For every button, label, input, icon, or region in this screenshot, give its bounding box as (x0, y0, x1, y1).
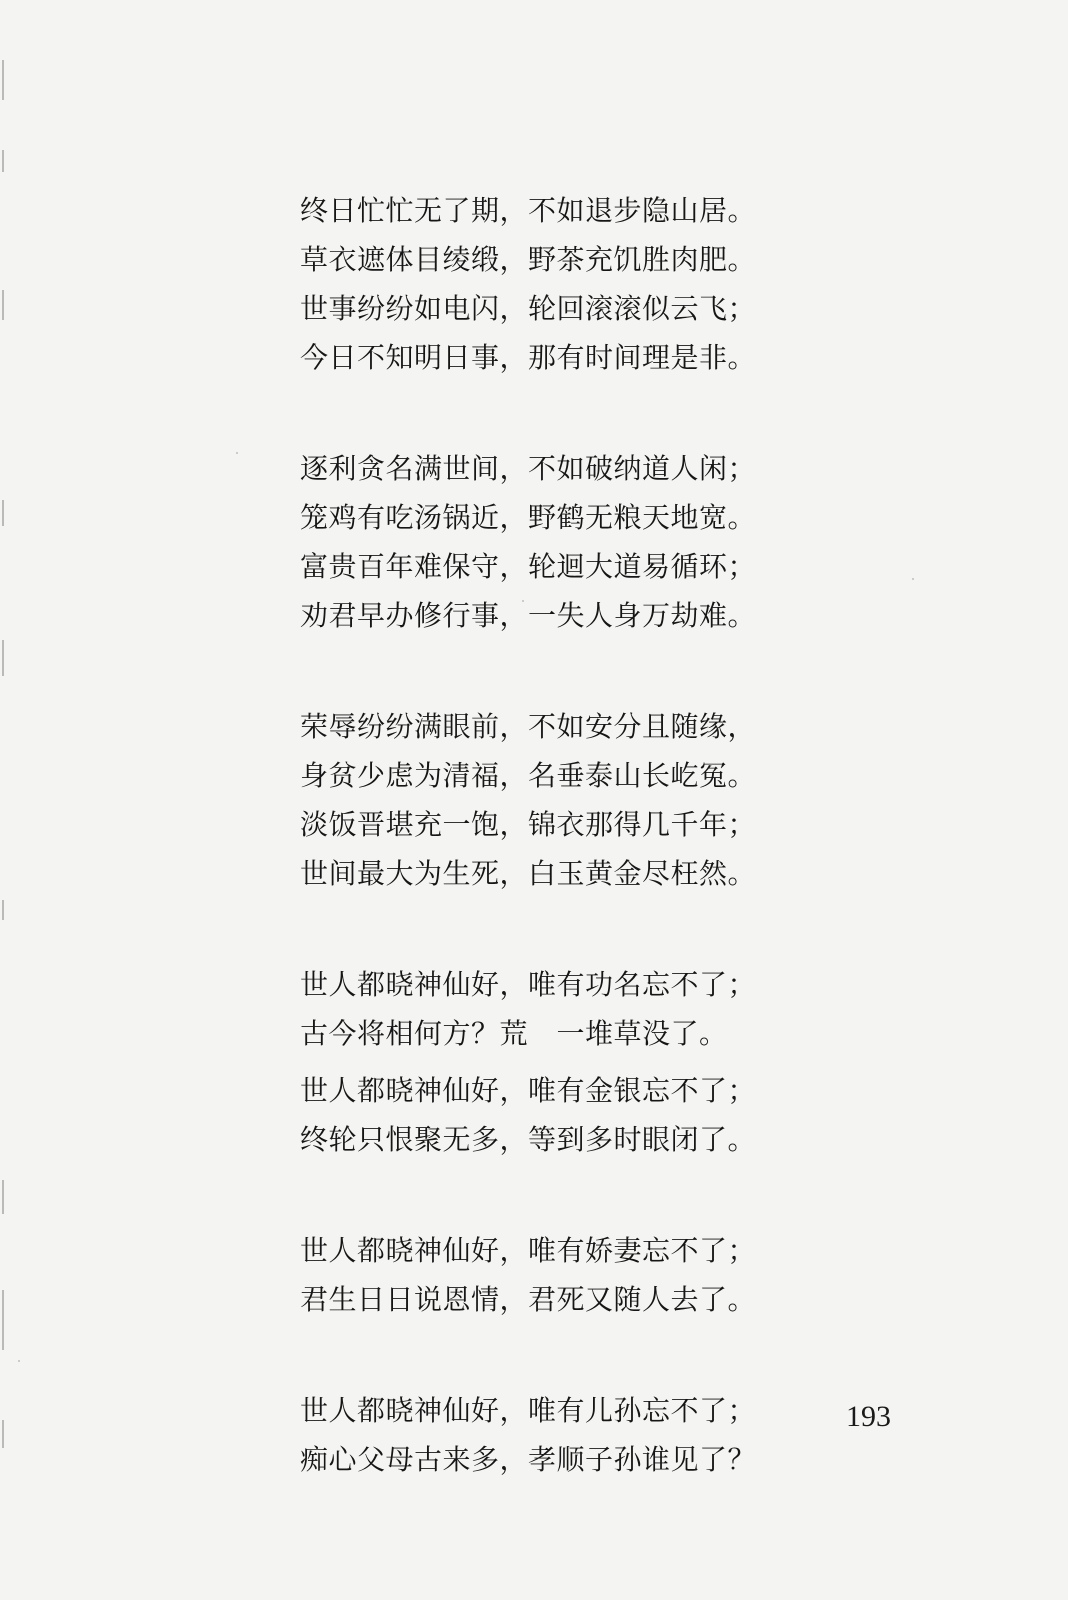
poem-body (300, 186, 820, 1484)
scan-edge-mark (2, 640, 4, 676)
scan-edge-mark (2, 500, 4, 526)
poem-line: 富贵百年难保守，轮迴大道易循环； (300, 550, 757, 583)
poem-line: 笼鸡有吃汤锅近，野鹤无粮天地宽。 (300, 501, 757, 534)
poem-line: 终轮只恨聚无多，等到多时眼闭了。 (300, 1123, 757, 1156)
scan-speck (912, 578, 914, 580)
poem-line: 淡饭晋堪充一饱，锦衣那得几千年； (300, 808, 757, 841)
poem-line: 古今将相何方？荒 一堆草没了。 (300, 1017, 728, 1050)
poem-line: 荣辱纷纷满眼前，不如安分且随缘， (300, 710, 757, 743)
scan-speck (18, 1360, 20, 1362)
poem-line: 世事纷纷如电闪，轮回滚滚似云飞； (300, 292, 757, 325)
stanza-gap (300, 1324, 820, 1386)
poem-line: 世间最大为生死，白玉黄金尽枉然。 (300, 857, 757, 890)
scan-edge-mark (2, 290, 4, 320)
poem-line: 身贫少虑为清福，名垂泰山长屹冤。 (300, 759, 757, 792)
poem-line: 草衣遮体目绫缎，野茶充饥胜肉肥。 (300, 243, 757, 276)
poem-line: 今日不知明日事，那有时间理是非。 (300, 341, 757, 374)
stanza-gap (300, 898, 820, 960)
poem-line: 世人都晓神仙好，唯有儿孙忘不了； (300, 1394, 757, 1427)
poem-line: 世人都晓神仙好，唯有娇妻忘不了； (300, 1234, 757, 1267)
stanza-gap (300, 1164, 820, 1226)
poem-line: 世人都晓神仙好，唯有功名忘不了； (300, 968, 757, 1001)
scan-edge-mark (2, 150, 4, 172)
poem-line: 逐利贪名满世间，不如破纳道人闲； (300, 452, 757, 485)
poem-line: 世人都晓神仙好，唯有金银忘不了； (300, 1074, 757, 1107)
page-number: 193 (846, 1400, 891, 1433)
stanza-gap (300, 1058, 820, 1066)
poem-line: 终日忙忙无了期，不如退步隐山居。 (300, 194, 757, 227)
scan-edge-mark (2, 1420, 4, 1448)
poem-line: 劝君早办修行事，一失人身万劫难。 (300, 599, 757, 632)
scan-edge-mark (2, 1290, 4, 1350)
scan-speck (236, 452, 238, 454)
scan-edge-mark (2, 900, 4, 920)
poem-line: 痴心父母古来多，孝顺子孙谁见了？ (300, 1443, 757, 1476)
stanza-gap (300, 382, 820, 444)
stanza-gap (300, 640, 820, 702)
scan-edge-mark (2, 60, 4, 100)
poem-line: 君生日日说恩情，君死又随人去了。 (300, 1283, 757, 1316)
scan-edge-mark (2, 1180, 4, 1214)
